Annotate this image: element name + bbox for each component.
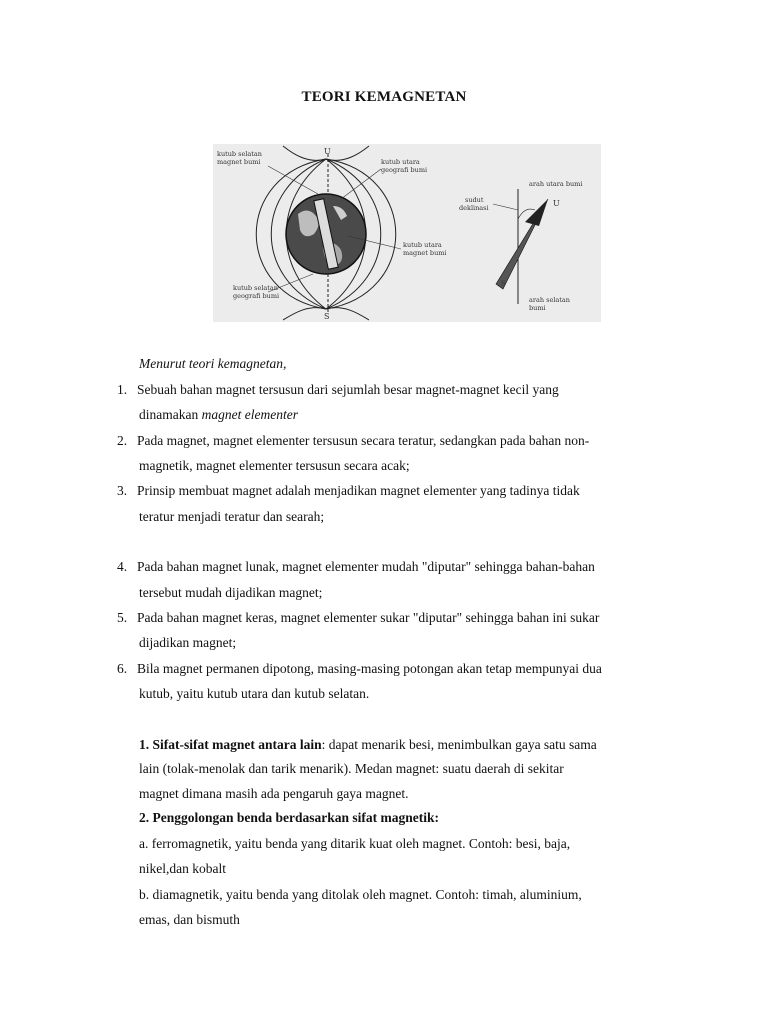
label-kutub-selatan-geografi-1: kutub selatan <box>233 284 278 292</box>
list-item-line: Bila magnet permanen dipotong, masing-masing potongan akan tetap mempunyai dua <box>137 661 602 676</box>
label-s-bottom: S <box>324 312 330 321</box>
section-2-item-a-line-1: a. ferromagnetik, yaitu benda yang ditarik kuat oleh magnet. Contoh: besi, baja, <box>139 836 571 851</box>
list-number: 4. <box>117 559 128 574</box>
list-item-line: tersebut mudah dijadikan magnet; <box>139 585 323 600</box>
label-kutub-utara-geografi-1: kutub utara <box>381 158 420 166</box>
label-arah-selatan-1: arah selatan <box>529 296 570 304</box>
label-kutub-selatan-magnet-2: magnet bumi <box>217 158 261 166</box>
section-2-item-b-line-2: emas, dan bismuth <box>139 912 240 927</box>
label-sudut: sudut <box>465 196 484 204</box>
label-kutub-utara-geografi-2: geografi bumi <box>381 166 428 174</box>
list-number: 1. <box>117 382 128 397</box>
list-item-line: kutub, yaitu kutub utara dan kutub selatan. <box>139 686 370 701</box>
earth-magnetic-field-figure <box>213 144 601 322</box>
section-1-line-2: lain (tolak-menolak dan tarik menarik). Medan magnet: suatu daerah di sekitar <box>139 761 564 776</box>
list-number: 6. <box>117 661 128 676</box>
list-item-line: Pada bahan magnet lunak, magnet elementer mudah "diputar" sehingga bahan-bahan <box>137 559 595 574</box>
section-1-line-3: magnet dimana masih ada pengaruh gaya magnet. <box>139 786 409 801</box>
page-title: TEORI KEMAGNETAN <box>301 89 467 105</box>
label-arah-selatan-2: bumi <box>529 304 546 312</box>
label-arah-utara: arah utara bumi <box>529 180 583 188</box>
section-2-item-b-line-1: b. diamagnetik, yaitu benda yang ditolak oleh magnet. Contoh: timah, aluminium, <box>139 887 582 902</box>
label-kutub-utara-magnet-1: kutub utara <box>403 241 442 249</box>
label-s-compass: S <box>501 280 506 288</box>
list-item-line: dinamakan magnet elementer <box>139 407 298 422</box>
section-2-heading: 2. Penggolongan benda berdasarkan sifat magnetik: <box>139 810 440 825</box>
list-number: 3. <box>117 483 128 498</box>
intro-text: Menurut teori kemagnetan, <box>139 356 287 371</box>
figure-illustration <box>213 144 601 322</box>
list-item-line: Sebuah bahan magnet tersusun dari sejumlah besar magnet-magnet kecil yang <box>137 382 559 397</box>
label-kutub-selatan-magnet-1: kutub selatan <box>217 150 262 158</box>
list-item-line: Pada bahan magnet keras, magnet elementer sukar "diputar" sehingga bahan ini sukar <box>137 610 600 625</box>
list-number: 2. <box>117 433 128 448</box>
label-kutub-utara-magnet-2: magnet bumi <box>403 249 447 257</box>
list-item-line: teratur menjadi teratur dan searah; <box>139 509 325 524</box>
list-item-line: magnetik, magnet elementer tersusun secara acak; <box>139 458 410 473</box>
label-deklinasi: deklinasi <box>459 204 489 212</box>
section-1-line-1: 1. Sifat-sifat magnet antara lain: dapat menarik besi, menimbulkan gaya satu sama <box>139 737 597 752</box>
label-u-top: U <box>324 147 331 156</box>
list-item-line: dijadikan magnet; <box>139 635 237 650</box>
list-item-line: Prinsip membuat magnet adalah menjadikan magnet elementer yang tadinya tidak <box>137 483 580 498</box>
list-item-line: Pada magnet, magnet elementer tersusun secara teratur, sedangkan pada bahan non- <box>137 433 590 448</box>
list-number: 5. <box>117 610 128 625</box>
label-kutub-selatan-geografi-2: geografi bumi <box>233 292 280 300</box>
label-u-compass: U <box>553 199 560 208</box>
section-2-item-a-line-2: nikel,dan kobalt <box>139 861 226 876</box>
